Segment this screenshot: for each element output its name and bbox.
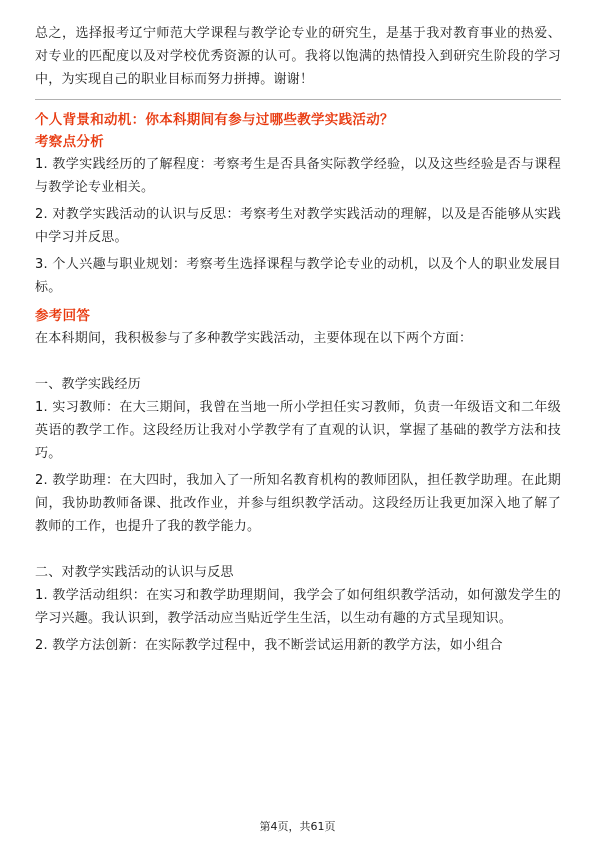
analysis-point: 1. 教学实践经历的了解程度：考察考生是否具备实际教学经验，以及这些经验是否与课程与教学论专业相关。	[35, 157, 561, 195]
document-page	[35, 22, 561, 657]
interview-question: 个人背景和动机：你本科期间有参与过哪些教学实践活动？	[35, 112, 394, 128]
answer-item: 2. 教学助理：在大四时，我加入了一所知名教育机构的教师团队，担任教学助理。在此期间，我协助教师备课、批改作业，并参与组织教学活动。这段经历让我更加深入地了解了教师的工作，也提升了我的教学能力。	[35, 473, 561, 534]
answer-title: 参考回答	[35, 308, 91, 324]
analysis-title: 考察点分析	[35, 134, 104, 150]
answer-section-heading: 一、教学实践经历	[35, 377, 142, 392]
answer-intro: 在本科期间，我积极参与了多种教学实践活动，主要体现在以下两个方面：	[35, 331, 473, 346]
analysis-points	[35, 153, 561, 299]
intro-paragraph: 总之，选择报考辽宁师范大学课程与教学论专业的研究生，是基于我对教育事业的热爱、对专业的匹配度以及对学校优秀资源的认可。我将以饱满的热情投入到研究生阶段的学习中，为实现自己的职业目标而努力拼搏。谢谢！	[35, 26, 561, 87]
section-divider	[35, 99, 561, 100]
page-number-footer: 第4页，共61页	[259, 820, 336, 833]
answer-item: 1. 实习教师：在大三期间，我曾在当地一所小学担任实习教师，负责一年级语文和二年级英语的教学工作。这段经历让我对小学教学有了直观的认识，掌握了基础的教学方法和技巧。	[35, 400, 561, 461]
answer-item: 1. 教学活动组织：在实习和教学助理期间，我学会了如何组织教学活动，如何激发学生的学习兴趣。我认识到，教学活动应当贴近学生生活，以生动有趣的方式呈现知识。	[35, 588, 561, 626]
analysis-point: 2. 对教学实践活动的认识与反思：考察考生对教学实践活动的理解，以及是否能够从实践中学习并反思。	[35, 207, 561, 245]
answer-section-heading: 二、对教学实践活动的认识与反思	[35, 565, 234, 580]
answer-item: 2. 教学方法创新：在实际教学过程中，我不断尝试运用新的教学方法，如小组合	[35, 638, 503, 653]
analysis-point: 3. 个人兴趣与职业规划：考察考生选择课程与教学论专业的动机，以及个人的职业发展目标。	[35, 257, 561, 295]
